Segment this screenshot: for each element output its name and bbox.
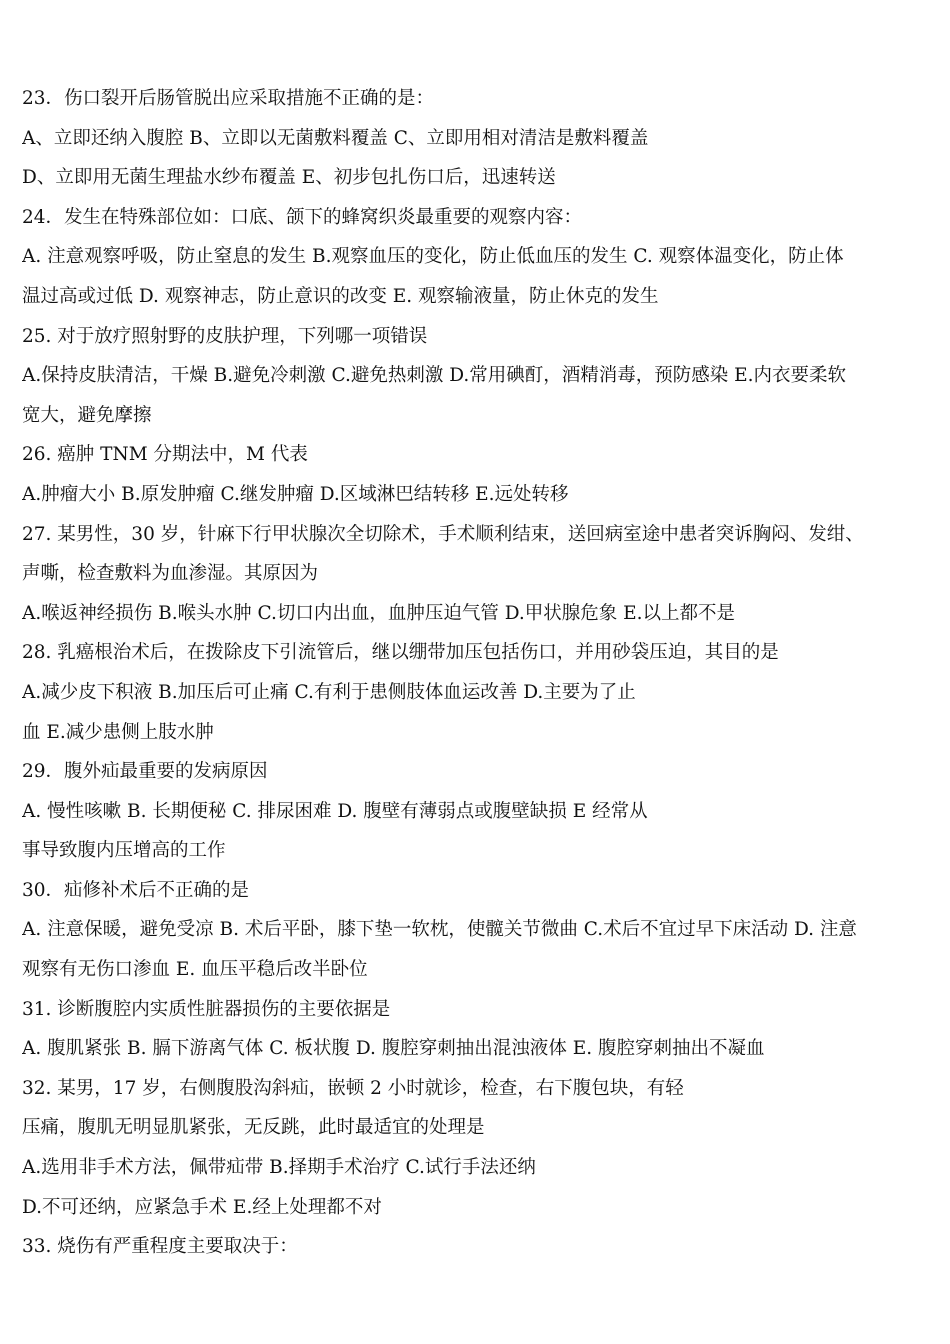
text-line: A、立即还纳入腹腔 B、立即以无菌敷料覆盖 C、立即用相对清洁是敷料覆盖 [22,127,649,149]
text-line: A. 腹肌紧张 B. 膈下游离气体 C. 板状腹 D. 腹腔穿刺抽出混浊液体 E. 腹腔穿刺抽出不凝血 [22,1038,765,1060]
text-line: 23．伤口裂开后肠管脱出应采取措施不正确的是： [22,88,435,109]
text-line: A.肿瘤大小 B.原发肿瘤 C.继发肿瘤 D.区域淋巴结转移 E.远处转移 [22,483,569,505]
text-line: A.减少皮下积液 B.加压后可止痛 C.有利于患侧肢体血运改善 D.主要为了止 [22,681,636,703]
text-line: 24．发生在特殊部位如：口底、颌下的蜂窝织炎最重要的观察内容： [22,206,583,228]
text-line: 25. 对于放疗照射野的皮肤护理，下列哪一项错误 [22,325,428,347]
text-line: D.不可还纳，应紧急手术 E.经上处理都不对 [22,1196,382,1218]
text-line: 28. 乳癌根治术后，在拨除皮下引流管后，继以绷带加压包括伤口，并用砂袋压迫，其目的是 [22,642,779,664]
text-line: 31. 诊断腹腔内实质性脏器损伤的主要依据是 [22,998,391,1020]
text-line: 压痛，腹肌无明显肌紧张，无反跳，此时最适宜的处理是 [22,1117,485,1139]
text-line: 温过高或过低 D. 观察神志，防止意识的改变 E. 观察输液量，防止休克的发生 [22,285,659,307]
text-line: A. 注意保暖，避免受凉 B. 术后平卧，膝下垫一软枕，使髋关节微曲 C.术后不宜过早下床活动 D. 注意 [22,919,857,941]
text-line: A.喉返神经损伤 B.喉头水肿 C.切口内出血，血肿压迫气管 D.甲状腺危象 E.以上都不是 [22,602,736,624]
text-line: 30．疝修补术后不正确的是 [22,879,250,901]
text-line: 宽大，避免摩擦 [22,404,152,426]
text-line: 32. 某男，17 岁，右侧腹股沟斜疝，嵌顿 2 小时就诊，检查，右下腹包块，有轻 [22,1077,684,1099]
text-line: 观察有无伤口渗血 E. 血压平稳后改半卧位 [22,959,368,981]
text-line: 26. 癌肿 TNM 分期法中，M 代表 [22,444,308,466]
text-line: A.保持皮肤清洁，干燥 B.避免冷刺激 C.避免热刺激 D.常用碘酊，酒精消毒，预防感染 E.内衣要柔软 [22,365,847,387]
text-line: A. 注意观察呼吸，防止窒息的发生 B.观察血压的变化，防止低血压的发生 C. 观察体温变化，防止体 [22,246,844,268]
text-line: A. 慢性咳嗽 B. 长期便秘 C. 排尿困难 D. 腹壁有薄弱点或腹壁缺损 E 经常从 [22,800,648,822]
text-line: 事导致腹内压增高的工作 [22,840,226,862]
text-line: 声嘶，检查敷料为血渗湿。其原因为 [22,563,319,585]
text-line: 27. 某男性，30 岁，针麻下行甲状腺次全切除术，手术顺利结束，送回病室途中患者突诉胸闷、发绀、 [22,523,864,545]
text-line: 29．腹外疝最重要的发病原因 [22,761,268,783]
text-line: 血 E.减少患侧上肢水肿 [22,721,214,743]
question-text [22,86,928,1274]
text-line: 33. 烧伤有严重程度主要取决于： [22,1236,298,1258]
text-line: A.选用非手术方法，佩带疝带 B.择期手术治疗 C.试行手法还纳 [22,1157,536,1179]
text-line: D、立即用无菌生理盐水纱布覆盖 E、初步包扎伤口后，迅速转送 [22,167,556,189]
